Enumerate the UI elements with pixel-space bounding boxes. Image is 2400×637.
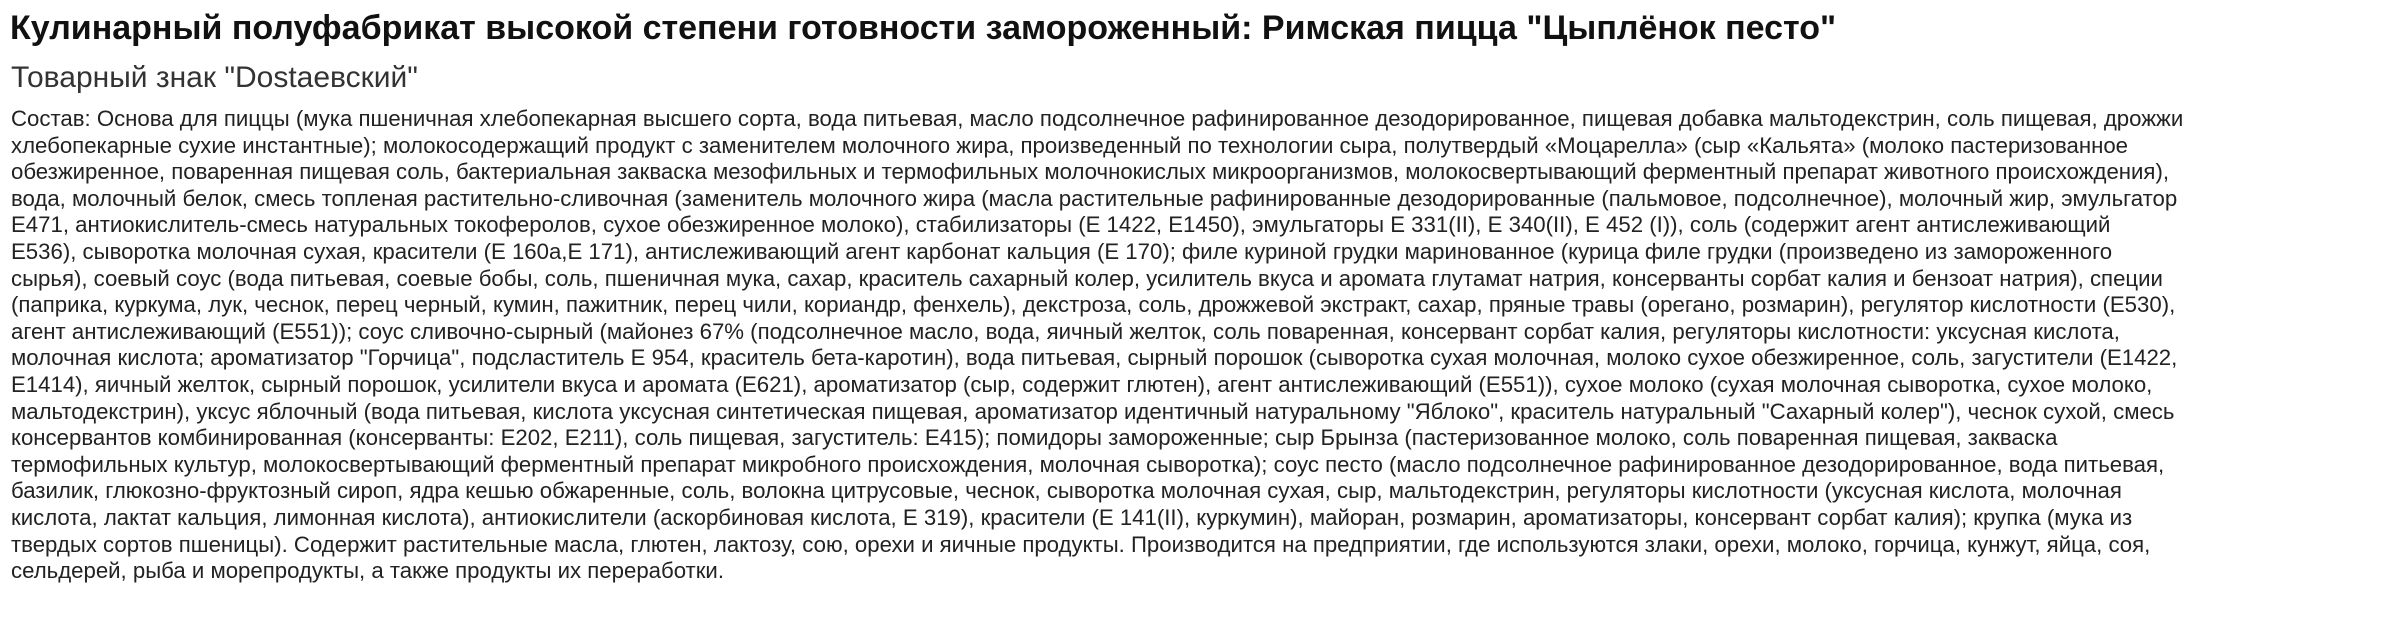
composition-line: обезжиренное, поваренная пищевая соль, бактериальная закваска мезофильных и термофильных молочнокислых микроорганизмов, молокосвертывающий ферментный препарат животного происхождения),	[11, 159, 2170, 185]
composition-line: кислота, лактат кальция, лимонная кислота), антиокислители (аскорбиновая кислота, Е 319), красители (Е 141(II), куркумин), майоран, розмарин, ароматизаторы, консервант сорбат калия); крупка (мука из	[11, 504, 2133, 530]
composition-line: твердых сортов пшеницы). Содержит растительные масла, глютен, лактозу, сою, орехи и яичные продукты. Производится на предприятии, где используются злаки, орехи, молоко, горчица, кунжут, яйца, соя,	[11, 531, 2151, 557]
composition-line: базилик, глюкозно-фруктозный сироп, ядра кешью обжаренные, соль, волокна цитрусовые, чеснок, сыворотка молочная сухая, сыр, мальтодекстрин, регуляторы кислотности (уксусная кислота, молочная	[11, 478, 2122, 504]
composition-line: хлебопекарные сухие инстантные); молокосодержащий продукт с заменителем молочного жира, произведенный по технологии сыра, полутвердый «Моцарелла» (сыр «Кальята» (молоко пастеризованное	[11, 132, 2129, 158]
composition-line: мальтодекстрин), уксус яблочный (вода питьевая, кислота уксусная синтетическая пищевая, ароматизатор идентичный натуральному "Яблоко", краситель натуральный "Сахарный колер"), чеснок сухой, смесь	[11, 398, 2175, 424]
composition-line: Состав: Основа для пиццы (мука пшеничная хлебопекарная высшего сорта, вода питьевая, масло подсолнечное рафинированное дезодорированное, пищевая добавка мальтодекстрин, соль пищевая, дрожжи	[11, 106, 2184, 131]
trademark-label: Товарный знак "Dostaевский"	[11, 61, 418, 94]
composition-line: молочная кислота; ароматизатор "Горчица", подсластитель Е 954, краситель бета-каротин), вода питьевая, сырный порошок (сыворотка сухая молочная, молоко сухое обезжиренное, соль, загустители (Е1422,	[11, 345, 2178, 371]
composition-line: вода, молочный белок, смесь топленая растительно-сливочная (заменитель молочного жира (масла растительные рафинированные дезодорированные (пальмовое, подсолнечное), молочный жир, эмульгатор	[11, 185, 2178, 211]
composition-line: сырья), соевый соус (вода питьевая, соевые бобы, соль, пшеничная мука, сахар, краситель сахарный колер, усилитель вкуса и аромата глутамат натрия, консерванты сорбат калия и бензоат натрия), специи	[11, 265, 2163, 291]
composition-line: термофильных культур, молокосвертывающий ферментный препарат микробного происхождения, молочная сыворотка); соус песто (масло подсолнечное рафинированное дезодорированное, вода питьевая,	[11, 451, 2165, 477]
composition-line: Е536), сыворотка молочная сухая, красители (Е 160а,Е 171), антислеживающий агент карбонат кальция (Е 170); филе куриной грудки маринованное (курица филе грудки (произведено из замороженного	[11, 238, 2113, 264]
composition-line: консервантов комбинированная (консерванты: Е202, Е211), соль пищевая, загуститель: Е415); помидоры замороженные; сыр Брынза (пастеризованное молоко, соль поваренная пищевая, закваска	[11, 425, 2058, 451]
composition-line: агент антислеживающий (Е551)); соус сливочно-сырный (майонез 67% (подсолнечное масло, вода, яичный желток, соль поваренная, консервант сорбат калия, регуляторы кислотности: уксусная кислота,	[11, 318, 2120, 344]
composition-line: (паприка, куркума, лук, чеснок, перец черный, кумин, пажитник, перец чили, кориандр, фенхель), декстроза, соль, дрожжевой экстракт, сахар, пряные травы (орегано, розмарин), регулятор кислотности (Е530),	[11, 292, 2176, 318]
composition-line: сельдерей, рыба и морепродукты, а также продукты их переработки.	[11, 558, 724, 584]
composition-line: Е471, антиокислитель-смесь натуральных токоферолов, сухое обезжиренное молоко), стабилизаторы (Е 1422, Е1450), эмульгаторы Е 331(II), Е 340(II), Е 452 (I)), соль (содержит агент антислеживающий	[11, 212, 2111, 238]
product-title: Кулинарный полуфабрикат высокой степени готовности замороженный: Римская пицца "Цыплёнок песто"	[10, 9, 1837, 47]
composition-text	[11, 106, 2389, 585]
composition-line: Е1414), яичный желток, сырный порошок, усилители вкуса и аромата (Е621), ароматизатор (сыр, содержит глютен), агент антислеживающий (Е551)), сухое молоко (сухая молочная сыворотка, сухое молоко,	[11, 371, 2153, 397]
